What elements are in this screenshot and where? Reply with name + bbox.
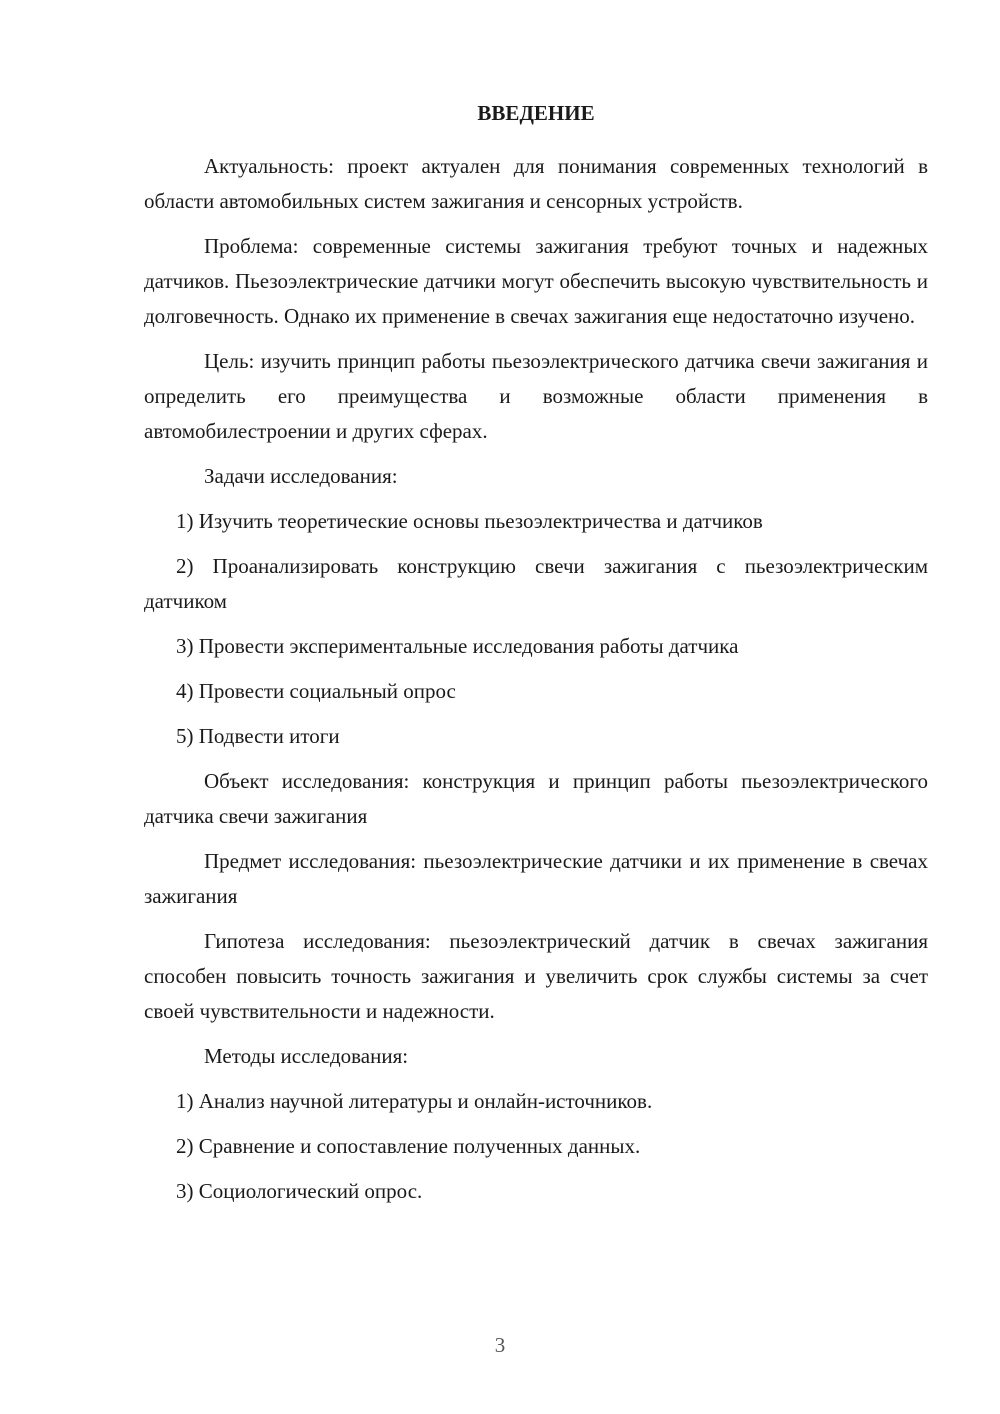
subject-paragraph: Предмет исследования: пьезоэлектрические датчики и их применение в свечах зажигания [144, 849, 928, 908]
method-item: 1) Анализ научной литературы и онлайн-источников. [176, 1089, 653, 1113]
method-item: 2) Сравнение и сопоставление полученных данных. [176, 1134, 641, 1158]
task-item: 4) Провести социальный опрос [176, 679, 456, 703]
page-number: 3 [494, 1333, 506, 1357]
method-item: 3) Социологический опрос. [176, 1179, 423, 1203]
document-page [144, 96, 928, 1219]
task-item: 5) Подвести итоги [176, 724, 340, 748]
task-item: 2) Проанализировать конструкцию свечи зажигания с пьезоэлектрическим датчиком [144, 554, 928, 613]
relevance-paragraph: Актуальность: проект актуален для понимания современных технологий в области автомобильных систем зажигания и сенсорных устройств. [144, 154, 928, 213]
problem-paragraph: Проблема: современные системы зажигания требуют точных и надежных датчиков. Пьезоэлектрические датчики могут обеспечить высокую чувствительность и долговечность. Однако их применение в свечах зажигания еще недостаточно изучено. [144, 234, 928, 328]
task-item: 1) Изучить теоретические основы пьезоэлектричества и датчиков [176, 509, 763, 533]
goal-paragraph: Цель: изучить принцип работы пьезоэлектрического датчика свечи зажигания и определить его преимущества и возможные области применения в автомобилестроении и других сферах. [144, 349, 928, 443]
object-paragraph: Объект исследования: конструкция и принцип работы пьезоэлектрического датчика свечи зажигания [144, 769, 928, 828]
section-title: ВВЕДЕНИЕ [477, 101, 595, 125]
task-item: 3) Провести экспериментальные исследования работы датчика [176, 634, 739, 658]
methods-heading: Методы исследования: [204, 1044, 409, 1068]
hypothesis-paragraph: Гипотеза исследования: пьезоэлектрический датчик в свечах зажигания способен повысить точность зажигания и увеличить срок службы системы за счет своей чувствительности и надежности. [144, 929, 928, 1023]
tasks-heading: Задачи исследования: [204, 464, 398, 488]
